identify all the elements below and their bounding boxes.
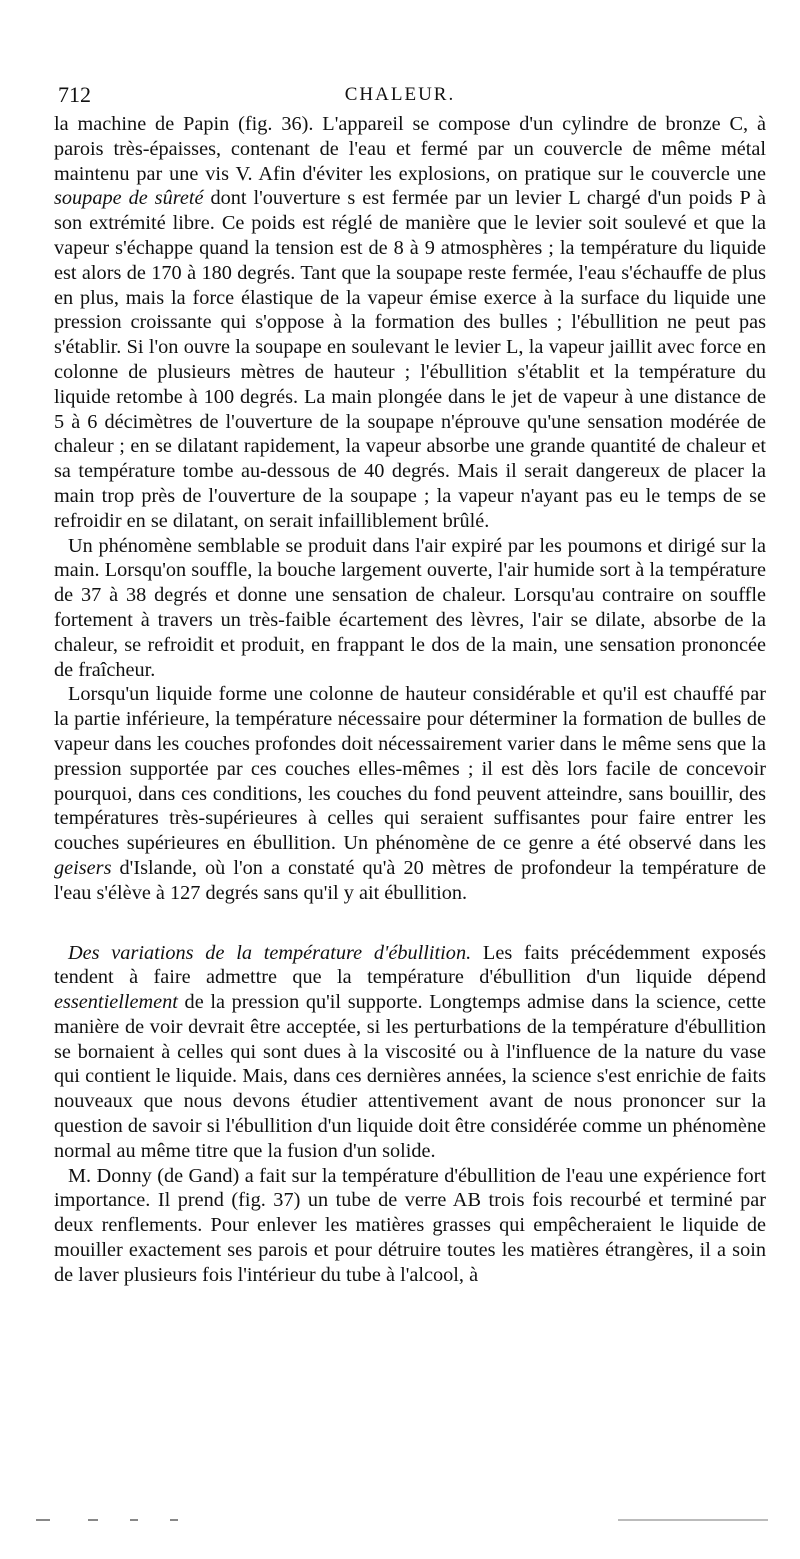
text-run: d'Islande, où l'on a constaté qu'à 20 mètres de profondeur la température de l'eau s'élève à 127 degrés sans qu'il y ait ébullition. [54, 856, 766, 904]
body-text [54, 112, 766, 1288]
footer-mark [36, 1519, 50, 1521]
page-header [58, 82, 742, 110]
paragraph [54, 682, 766, 905]
text-run: Lorsqu'un liquide forme une colonne de hauteur considérable et qu'il est chauffé par la partie inférieure, la température nécessaire pour déterminer la formation de bulles de vapeur dans les couches profondes doit nécessairement varier dans le même sens que la pression supportée par ces couches elles-mêmes ; il est dès lors facile de concevoir pourquoi, dans ces conditions, les couches du fond peuvent atteindre, sans bouillir, des températures très-supérieures à celles qui seraient suffisantes pour faire entrer les couches supérieures en ébullition. Un phénomène de ce genre a été observé dans les [54, 683, 766, 855]
italic-text: essentiellement [54, 991, 178, 1014]
footer-mark [618, 1519, 768, 1521]
text-run: dont l'ouverture s est fermée par un levier L chargé d'un poids P à son extrémité libre. Ce poids est réglé de manière que le levier soit soulevé et que la vapeur s'échappe quand la tension est de 8 à 9 atmosphères ; la température du liquide est alors de 170 à 180 degrés. Tant que la soupape reste fermée, l'eau s'échauffe de plus en plus, mais la force élastique de la vapeur émise exerce à la surface du liquide une pression croissante qui s'oppose à la formation des bulles ; l'ébullition ne peut pas s'établir. Si l'on ouvre la soupape en soulevant le levier L, la vapeur jaillit avec force en colonne de plusieurs mètres de hauteur ; l'ébullition s'établit et la température du liquide retombe à 100 degrés. La main plongée dans le jet de vapeur à une distance de 5 à 6 décimètres de l'ouverture de la soupape n'éprouve qu'une sensation modérée de chaleur ; en se dilatant rapidement, la vapeur absorbe une grande quantité de chaleur et sa température tombe au-dessous de 40 degrés. Mais il serait dangereux de placer la main trop près de l'ouverture de la soupape ; la vapeur n'ayant pas eu le temps de se refroidir en se dilatant, on serait infailliblement brûlé. [54, 187, 766, 532]
text-run: de la pression qu'il supporte. Longtemps admise dans la science, cette manière de voir devrait être acceptée, si les perturbations de la température d'ébullition se bornaient à celles qui sont dues à la viscosité ou à l'influence de la nature du vase qui contient le liquide. Mais, dans ces dernières années, la science s'est enrichie de faits nouveaux que nous devons étudier attentivement avant de nous prononcer sur la question de savoir si l'ébullition d'un liquide doit être considérée comme un phénomène normal au même titre que la fusion d'un solide. [54, 991, 766, 1162]
footer-mark [130, 1519, 138, 1521]
text-run: Un phénomène semblable se produit dans l'air expiré par les poumons et dirigé sur la main. Lorsqu'on souffle, la bouche largement ouverte, l'air humide sort à la température de 37 à 38 degrés et donne une sensation de chaleur. Lorsqu'au contraire on souffle fortement à travers un très-faible écartement des lèvres, l'air se dilate, absorbe de la chaleur, se refroidit et produit, en frappant le dos de la main, une sensation prononcée de fraîcheur. [54, 534, 766, 681]
italic-text: geisers [54, 856, 112, 879]
paragraph [54, 1164, 766, 1288]
paragraph [54, 112, 766, 534]
text-run: M. Donny (de Gand) a fait sur la température d'ébullition de l'eau une expérience fort importance. Il prend (fig. 37) un tube de verre AB trois fois recourbé et terminé par deux renflements. Pour enlever les matières grasses qui empêcheraient le liquide de mouiller exactement ses parois et pour détruire toutes les matières étrangères, il a soin de laver plusieurs fois l'intérieur du tube à l'alcool, à [54, 1164, 766, 1286]
page-number: 712 [58, 82, 91, 107]
section-break [54, 906, 766, 941]
paragraph [54, 534, 766, 683]
running-title: CHALEUR. [344, 84, 456, 105]
footer-mark [88, 1519, 98, 1521]
text-run: Les faits précédemment exposés tendent à faire admettre que la température d'ébullition d'un liquide dépend [54, 941, 766, 989]
footer-marks [30, 1515, 770, 1525]
paragraph [54, 941, 766, 1164]
italic-text: soupape de sûreté [54, 187, 204, 210]
footer-mark [170, 1519, 178, 1521]
text-run: la machine de Papin (fig. 36). L'appareil se compose d'un cylindre de bronze C, à parois très-épaisses, contenant de l'eau et fermé par un couvercle de même métal maintenu par une vis V. Afin d'éviter les explosions, on pratique sur le couvercle une [54, 113, 766, 185]
italic-text: Des variations de la température d'ébullition. [68, 941, 472, 964]
